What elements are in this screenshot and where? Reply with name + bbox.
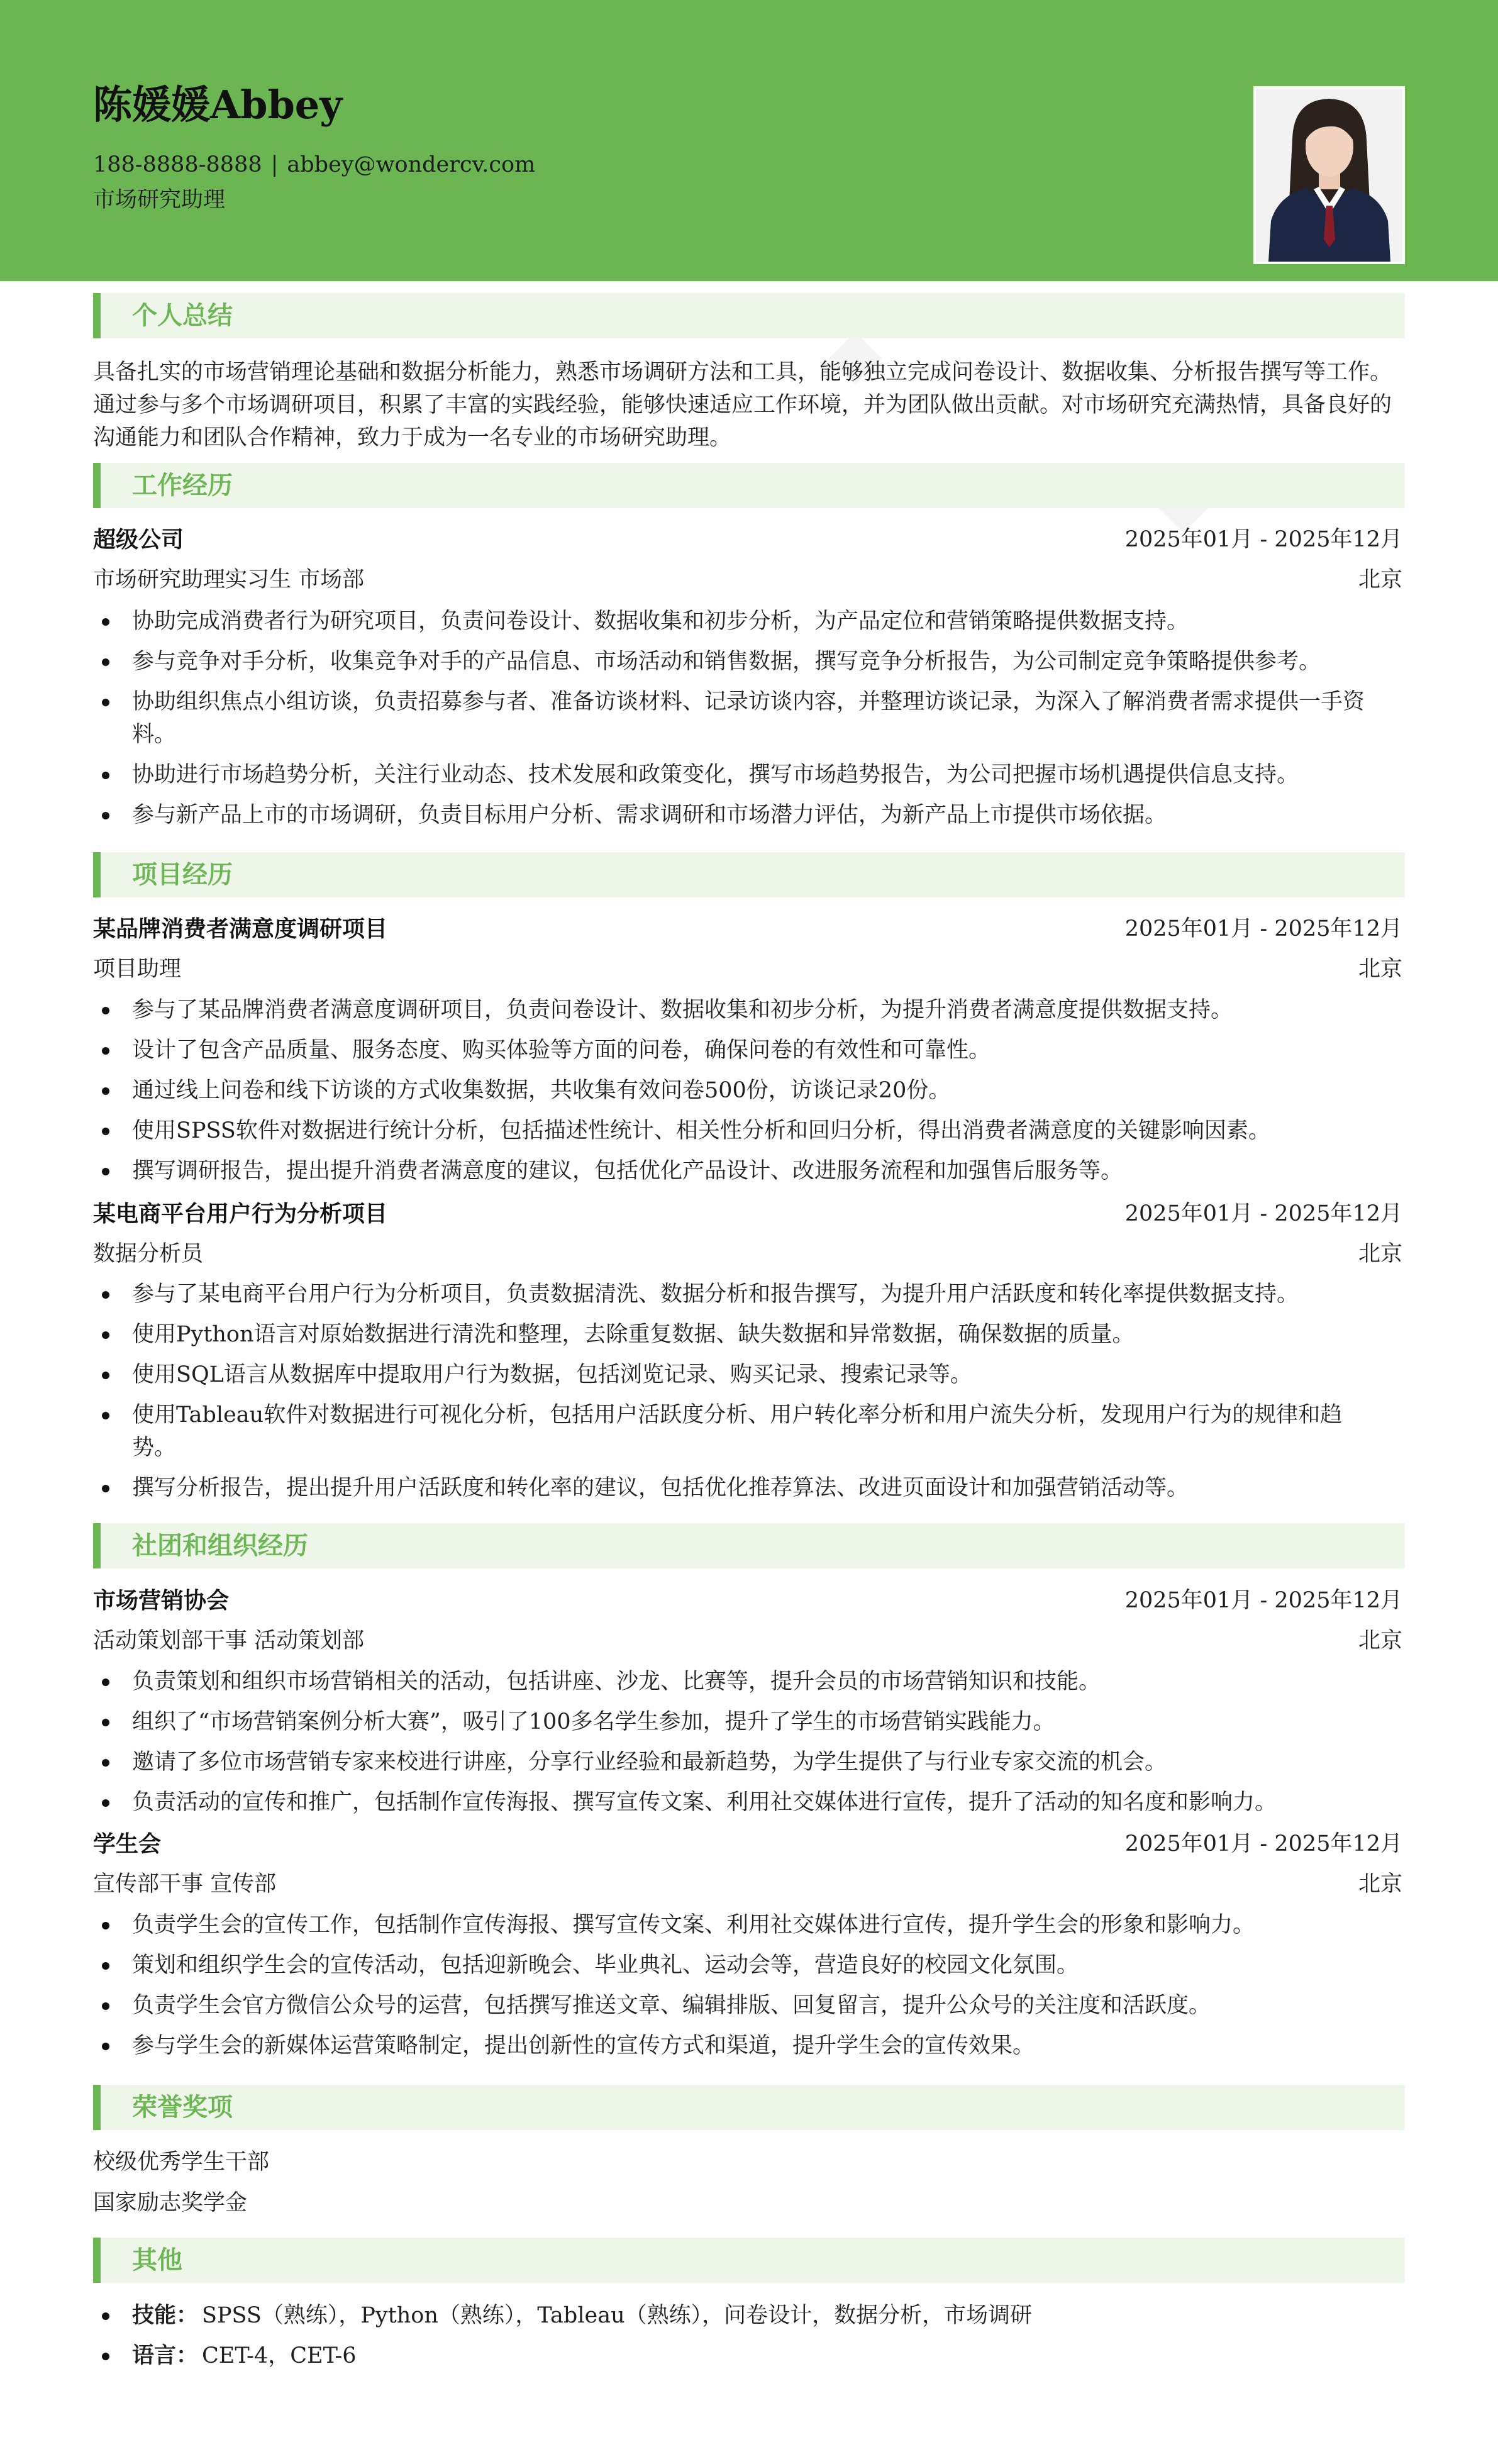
profile-photo [1253,86,1405,264]
honor-item: 校级优秀学生干部 [93,2150,270,2175]
skills-value: SPSS（熟练），Python（熟练），Tableau（熟练），问卷设计，数据分析，市场调研 [202,2303,1033,2328]
bullet-item: 负责策划和组织市场营销相关的活动，包括讲座、沙龙、比赛等，提升会员的市场营销知识和技能。 [93,1665,1405,1698]
section-title-text: 工作经历 [132,470,233,500]
entry-bullet-list [93,1665,1405,1819]
entry-position: 项目助理 [93,957,182,982]
resume-header [0,0,1498,281]
entry-position: 活动策划部干事 活动策划部 [93,1628,365,1653]
section-title-work [93,463,1405,508]
bullet-item: 负责学生会官方微信公众号的运营，包括撰写推送文章、编辑排版、回复留言，提升公众号的关注度和活跃度。 [93,1989,1405,2022]
bullet-item: 使用SQL语言从数据库中提取用户行为数据，包括浏览记录、购买记录、搜索记录等。 [93,1358,1405,1391]
entry-location: 北京 [1358,1872,1402,1897]
language-value: CET-4，CET-6 [202,2343,357,2368]
entry-position: 市场研究助理实习生 市场部 [93,567,365,592]
contact-line [93,148,535,181]
section-title-honors [93,2085,1405,2130]
bullet-item: 参与了某电商平台用户行为分析项目，负责数据清洗、数据分析和报告撰写，为提升用户活跃度和转化率提供数据支持。 [93,1278,1405,1311]
section-title-clubs [93,1523,1405,1568]
contact-separator: | [270,152,279,177]
entry-date: 2025年01月 - 2025年12月 [1124,1588,1402,1613]
bullet-item: 参与竞争对手分析，收集竞争对手的产品信息、市场活动和销售数据，撰写竞争分析报告，为公司制定竞争策略提供参考。 [93,645,1405,678]
skills-item [93,2299,1405,2332]
entry-organization: 某电商平台用户行为分析项目 [93,1201,388,1227]
section-title-projects [93,852,1405,897]
bullet-item: 参与学生会的新媒体运营策略制定，提出创新性的宣传方式和渠道，提升学生会的宣传效果。 [93,2029,1405,2062]
entry-organization: 学生会 [93,1831,162,1857]
entry-bullet-list [93,1278,1405,1504]
section-title-text: 项目经历 [132,860,233,889]
section-title-text: 其他 [132,2245,182,2275]
other-list [93,2299,1405,2372]
section-title-text: 社团和组织经历 [132,1531,308,1560]
bullet-item: 邀请了多位市场营销专家来校进行讲座，分享行业经验和最新趋势，为学生提供了与行业专家交流的机会。 [93,1746,1405,1779]
bullet-item: 协助完成消费者行为研究项目，负责问卷设计、数据收集和初步分析，为产品定位和营销策略提供数据支持。 [93,605,1405,638]
section-title-text: 个人总结 [132,301,233,330]
bullet-item: 使用Python语言对原始数据进行清洗和整理，去除重复数据、缺失数据和异常数据，确保数据的质量。 [93,1318,1405,1351]
entry-bullet-list [93,1909,1405,2062]
bullet-item: 负责活动的宣传和推广，包括制作宣传海报、撰写宣传文案、利用社交媒体进行宣传，提升了活动的知名度和影响力。 [93,1786,1405,1819]
bullet-item: 设计了包含产品质量、服务态度、购买体验等方面的问卷，确保问卷的有效性和可靠性。 [93,1034,1405,1067]
entry-organization: 超级公司 [93,526,184,553]
phone-number: 188-8888-8888 [93,152,262,177]
entry-organization: 市场营销协会 [93,1587,230,1614]
entry-bullet-list [93,994,1405,1187]
honor-item: 国家励志奖学金 [93,2190,248,2216]
entry-location: 北京 [1358,957,1402,982]
section-title-text: 荣誉奖项 [132,2092,233,2122]
entry-date: 2025年01月 - 2025年12月 [1124,1831,1402,1856]
bullet-item: 协助组织焦点小组访谈，负责招募参与者、准备访谈材料、记录访谈内容，并整理访谈记录，为深入了解消费者需求提供一手资料。 [93,685,1405,751]
target-role: 市场研究助理 [93,187,226,213]
bullet-item: 使用Tableau软件对数据进行可视化分析，包括用户活跃度分析、用户转化率分析和用户流失分析，发现用户行为的规律和趋势。 [93,1399,1405,1464]
entry-location: 北京 [1358,1628,1402,1653]
language-label: 语言： [132,2343,199,2368]
candidate-name: 陈媛媛Abbey [93,82,343,128]
entry-date: 2025年01月 - 2025年12月 [1124,527,1402,552]
bullet-item: 策划和组织学生会的宣传活动，包括迎新晚会、毕业典礼、运动会等，营造良好的校园文化氛围。 [93,1949,1405,1982]
bullet-item: 撰写调研报告，提出提升消费者满意度的建议，包括优化产品设计、改进服务流程和加强售后服务等。 [93,1155,1405,1187]
language-item [93,2339,1405,2372]
bullet-item: 参与新产品上市的市场调研，负责目标用户分析、需求调研和市场潜力评估，为新产品上市提供市场依据。 [93,799,1405,831]
entry-position: 数据分析员 [93,1241,204,1267]
email-address: abbey@wondercv.com [287,152,536,177]
entry-date: 2025年01月 - 2025年12月 [1124,1201,1402,1226]
summary-text: 具备扎实的市场营销理论基础和数据分析能力，熟悉市场调研方法和工具，能够独立完成问卷设计、数据收集、分析报告撰写等工作。通过参与多个市场调研项目，积累了丰富的实践经验，能够快速适应工作环境，并为团队做出贡献。对市场研究充满热情，具备良好的沟通能力和团队合作精神，致力于成为一名专业的市场研究助理。 [93,360,1392,450]
bullet-item: 组织了“市场营销案例分析大赛”，吸引了100多名学生参加，提升了学生的市场营销实践能力。 [93,1706,1405,1738]
entry-location: 北京 [1358,567,1402,592]
entry-location: 北京 [1358,1241,1402,1267]
bullet-item: 协助进行市场趋势分析，关注行业动态、技术发展和政策变化，撰写市场趋势报告，为公司把握市场机遇提供信息支持。 [93,758,1405,791]
bullet-item: 使用SPSS软件对数据进行统计分析，包括描述性统计、相关性分析和回归分析，得出消费者满意度的关键影响因素。 [93,1114,1405,1147]
entry-date: 2025年01月 - 2025年12月 [1124,916,1402,941]
bullet-item: 负责学生会的宣传工作，包括制作宣传海报、撰写宣传文案、利用社交媒体进行宣传，提升学生会的形象和影响力。 [93,1909,1405,1941]
entry-position: 宣传部干事 宣传部 [93,1872,277,1897]
bullet-item: 通过线上问卷和线下访谈的方式收集数据，共收集有效问卷500份，访谈记录20份。 [93,1074,1405,1107]
section-title-summary [93,293,1405,338]
skills-label: 技能： [132,2302,199,2328]
bullet-item: 参与了某品牌消费者满意度调研项目，负责问卷设计、数据收集和初步分析，为提升消费者满意度提供数据支持。 [93,994,1405,1026]
bullet-item: 撰写分析报告，提出提升用户活跃度和转化率的建议，包括优化推荐算法、改进页面设计和加强营销活动等。 [93,1472,1405,1504]
section-title-other [93,2238,1405,2283]
entry-organization: 某品牌消费者满意度调研项目 [93,916,388,942]
entry-bullet-list [93,605,1405,831]
